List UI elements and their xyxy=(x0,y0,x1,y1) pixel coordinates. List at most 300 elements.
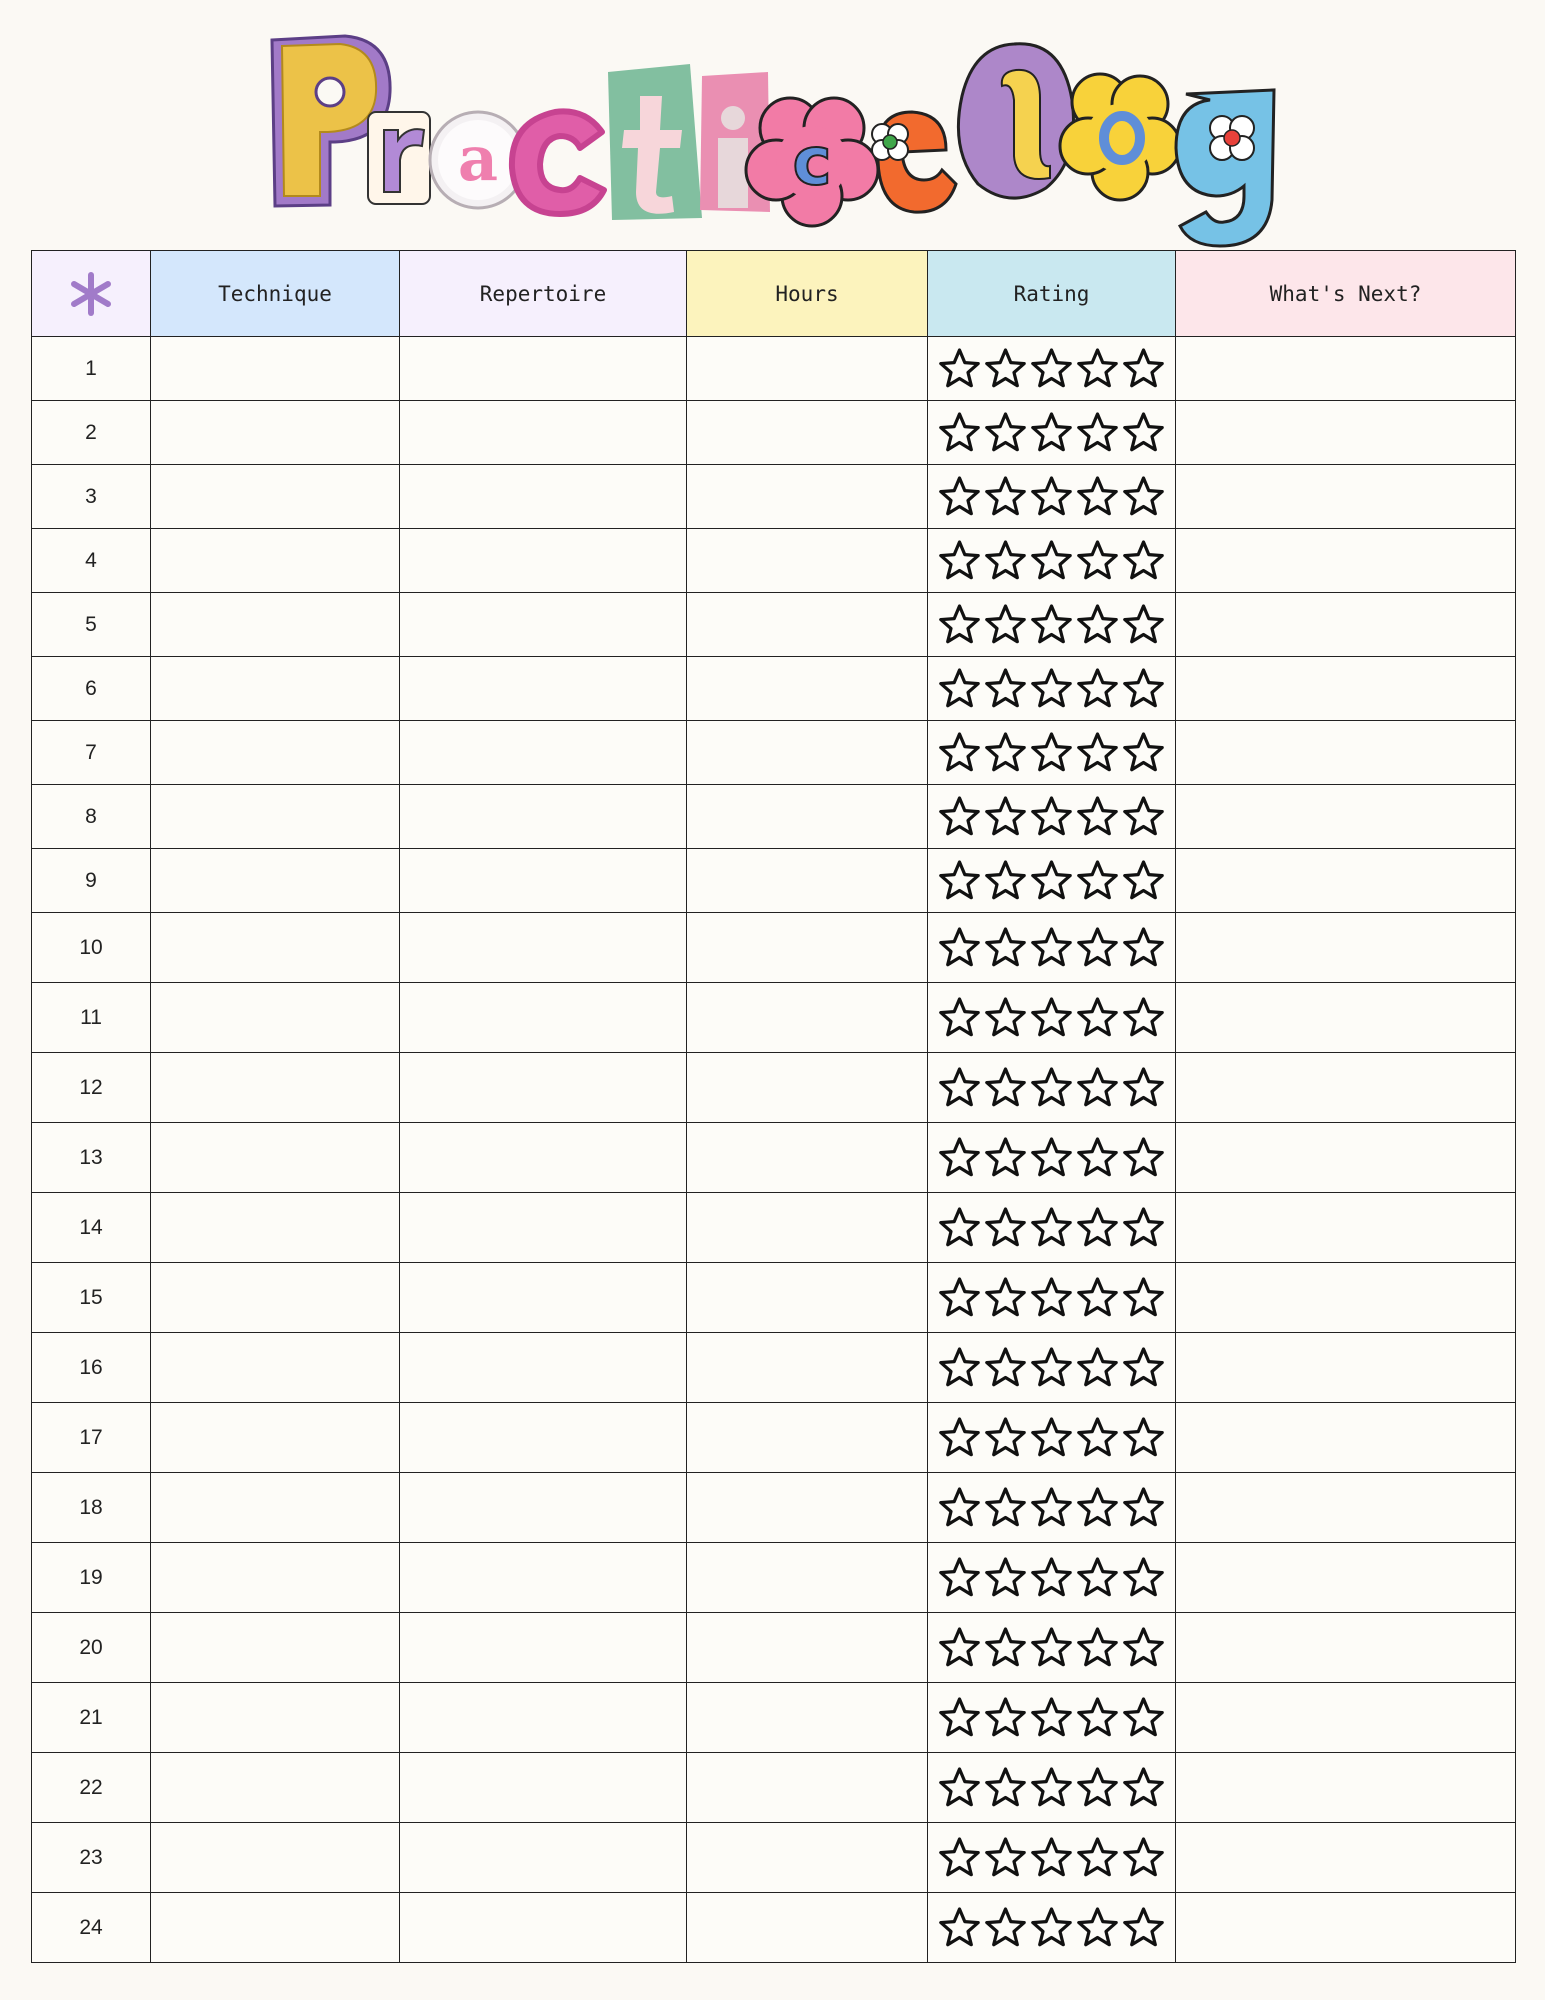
hours-cell[interactable] xyxy=(687,1473,928,1543)
repertoire-cell[interactable] xyxy=(400,593,687,657)
technique-cell[interactable] xyxy=(151,657,400,721)
star-outline-icon[interactable] xyxy=(1122,1556,1165,1599)
repertoire-cell[interactable] xyxy=(400,849,687,913)
index-header xyxy=(32,251,151,337)
hours-cell[interactable] xyxy=(687,401,928,465)
table-row xyxy=(32,721,1516,785)
star-outline-icon[interactable] xyxy=(1030,731,1073,774)
star-outline-icon[interactable] xyxy=(1030,1276,1073,1319)
hours-header: Hours xyxy=(687,251,928,337)
row-number: 6 xyxy=(32,657,151,721)
star-outline-icon[interactable] xyxy=(1076,1626,1119,1669)
star-outline-icon[interactable] xyxy=(1122,539,1165,582)
star-outline-icon[interactable] xyxy=(1030,1416,1073,1459)
star-outline-icon[interactable] xyxy=(1030,667,1073,710)
star-outline-icon[interactable] xyxy=(984,1766,1027,1809)
repertoire-cell[interactable] xyxy=(400,1053,687,1123)
whats-next-cell[interactable] xyxy=(1176,1473,1516,1543)
whats-next-cell[interactable] xyxy=(1176,529,1516,593)
star-outline-icon[interactable] xyxy=(938,667,981,710)
star-outline-icon[interactable] xyxy=(984,411,1027,454)
repertoire-cell[interactable] xyxy=(400,1403,687,1473)
star-outline-icon[interactable] xyxy=(1030,411,1073,454)
whats-next-cell[interactable] xyxy=(1176,913,1516,983)
technique-cell[interactable] xyxy=(151,1613,400,1683)
table-row xyxy=(32,1193,1516,1263)
hours-cell[interactable] xyxy=(687,465,928,529)
hours-cell[interactable] xyxy=(687,1683,928,1753)
star-outline-icon[interactable] xyxy=(1030,1136,1073,1179)
hours-cell[interactable] xyxy=(687,1193,928,1263)
repertoire-cell[interactable] xyxy=(400,1333,687,1403)
star-outline-icon[interactable] xyxy=(984,347,1027,390)
star-outline-icon[interactable] xyxy=(1030,1626,1073,1669)
row-number: 19 xyxy=(32,1543,151,1613)
table-row xyxy=(32,849,1516,913)
hours-cell[interactable] xyxy=(687,913,928,983)
row-number: 15 xyxy=(32,1263,151,1333)
star-outline-icon[interactable] xyxy=(1122,859,1165,902)
star-outline-icon[interactable] xyxy=(1076,1486,1119,1529)
row-number: 14 xyxy=(32,1193,151,1263)
star-outline-icon[interactable] xyxy=(1030,926,1073,969)
star-outline-icon[interactable] xyxy=(1122,1136,1165,1179)
row-number: 13 xyxy=(32,1123,151,1193)
row-number: 12 xyxy=(32,1053,151,1123)
technique-cell[interactable] xyxy=(151,1893,400,1963)
star-outline-icon[interactable] xyxy=(1122,1696,1165,1739)
star-outline-icon[interactable] xyxy=(984,1696,1027,1739)
whats-next-cell[interactable] xyxy=(1176,1193,1516,1263)
letter-l xyxy=(958,44,1073,198)
star-outline-icon[interactable] xyxy=(1030,1346,1073,1389)
table-row xyxy=(32,1123,1516,1193)
star-outline-icon[interactable] xyxy=(984,1206,1027,1249)
row-number: 18 xyxy=(32,1473,151,1543)
star-outline-icon[interactable] xyxy=(1076,1836,1119,1879)
star-outline-icon[interactable] xyxy=(938,1696,981,1739)
row-number: 20 xyxy=(32,1613,151,1683)
whats-next-cell[interactable] xyxy=(1176,657,1516,721)
star-outline-icon[interactable] xyxy=(984,1626,1027,1669)
repertoire-cell[interactable] xyxy=(400,1543,687,1613)
letter-o-flower xyxy=(1060,74,1180,200)
rating-cell xyxy=(928,1333,1176,1403)
technique-cell[interactable] xyxy=(151,849,400,913)
hours-cell[interactable] xyxy=(687,337,928,401)
star-outline-icon[interactable] xyxy=(938,1346,981,1389)
star-outline-icon[interactable] xyxy=(1122,475,1165,518)
hours-cell[interactable] xyxy=(687,785,928,849)
star-outline-icon[interactable] xyxy=(1122,1626,1165,1669)
table-row xyxy=(32,1333,1516,1403)
star-outline-icon[interactable] xyxy=(938,996,981,1039)
star-outline-icon[interactable] xyxy=(1122,1346,1165,1389)
star-outline-icon[interactable] xyxy=(1076,603,1119,646)
rating-cell xyxy=(928,1893,1176,1963)
row-number: 10 xyxy=(32,913,151,983)
star-outline-icon[interactable] xyxy=(938,731,981,774)
star-outline-icon[interactable] xyxy=(1076,1906,1119,1949)
rating-cell xyxy=(928,337,1176,401)
hours-cell[interactable] xyxy=(687,1333,928,1403)
star-outline-icon[interactable] xyxy=(984,1136,1027,1179)
repertoire-header: Repertoire xyxy=(400,251,687,337)
star-outline-icon[interactable] xyxy=(1076,347,1119,390)
technique-cell[interactable] xyxy=(151,465,400,529)
technique-cell[interactable] xyxy=(151,593,400,657)
star-outline-icon[interactable] xyxy=(1122,795,1165,838)
star-outline-icon[interactable] xyxy=(1030,1836,1073,1879)
star-outline-icon[interactable] xyxy=(1122,731,1165,774)
letter-e xyxy=(872,112,956,212)
star-outline-icon[interactable] xyxy=(1030,1766,1073,1809)
rating-cell xyxy=(928,401,1176,465)
row-number: 23 xyxy=(32,1823,151,1893)
table-row xyxy=(32,1613,1516,1683)
whats-next-cell[interactable] xyxy=(1176,1683,1516,1753)
star-outline-icon[interactable] xyxy=(984,996,1027,1039)
technique-cell[interactable] xyxy=(151,721,400,785)
technique-cell[interactable] xyxy=(151,1123,400,1193)
hours-cell[interactable] xyxy=(687,1613,928,1683)
star-outline-icon[interactable] xyxy=(984,859,1027,902)
star-outline-icon[interactable] xyxy=(984,1556,1027,1599)
whats-next-cell[interactable] xyxy=(1176,1053,1516,1123)
star-outline-icon[interactable] xyxy=(1030,795,1073,838)
repertoire-cell[interactable] xyxy=(400,1193,687,1263)
repertoire-cell[interactable] xyxy=(400,913,687,983)
row-number: 8 xyxy=(32,785,151,849)
technique-cell[interactable] xyxy=(151,1403,400,1473)
letter-g xyxy=(1176,90,1274,246)
rating-cell xyxy=(928,657,1176,721)
star-outline-icon[interactable] xyxy=(1076,411,1119,454)
star-outline-icon[interactable] xyxy=(938,347,981,390)
star-outline-icon[interactable] xyxy=(984,475,1027,518)
star-outline-icon[interactable] xyxy=(938,1836,981,1879)
technique-cell[interactable] xyxy=(151,337,400,401)
whats-next-cell[interactable] xyxy=(1176,721,1516,785)
star-outline-icon[interactable] xyxy=(938,1136,981,1179)
star-outline-icon[interactable] xyxy=(938,1906,981,1949)
star-outline-icon[interactable] xyxy=(984,1066,1027,1109)
table-row xyxy=(32,593,1516,657)
hours-cell[interactable] xyxy=(687,983,928,1053)
star-outline-icon[interactable] xyxy=(1076,1206,1119,1249)
repertoire-cell[interactable] xyxy=(400,1123,687,1193)
table-row xyxy=(32,1823,1516,1893)
repertoire-cell[interactable] xyxy=(400,337,687,401)
star-outline-icon[interactable] xyxy=(1076,1136,1119,1179)
star-outline-icon[interactable] xyxy=(984,1416,1027,1459)
star-outline-icon[interactable] xyxy=(1122,1066,1165,1109)
rating-cell xyxy=(928,983,1176,1053)
repertoire-cell[interactable] xyxy=(400,465,687,529)
star-outline-icon[interactable] xyxy=(984,731,1027,774)
table-row xyxy=(32,913,1516,983)
whats-next-cell[interactable] xyxy=(1176,983,1516,1053)
star-outline-icon[interactable] xyxy=(1076,926,1119,969)
repertoire-cell[interactable] xyxy=(400,1823,687,1893)
letter-t xyxy=(608,64,702,220)
hours-cell[interactable] xyxy=(687,721,928,785)
star-outline-icon[interactable] xyxy=(984,1486,1027,1529)
star-outline-icon[interactable] xyxy=(1076,667,1119,710)
repertoire-cell[interactable] xyxy=(400,1893,687,1963)
daisy-icon xyxy=(872,124,908,160)
star-outline-icon[interactable] xyxy=(938,1416,981,1459)
star-outline-icon[interactable] xyxy=(1122,1486,1165,1529)
row-number: 3 xyxy=(32,465,151,529)
hours-cell[interactable] xyxy=(687,1053,928,1123)
whats-next-cell[interactable] xyxy=(1176,1123,1516,1193)
technique-cell[interactable] xyxy=(151,1473,400,1543)
star-outline-icon[interactable] xyxy=(1076,859,1119,902)
row-number: 2 xyxy=(32,401,151,465)
star-outline-icon[interactable] xyxy=(1122,1206,1165,1249)
whats-next-cell[interactable] xyxy=(1176,337,1516,401)
table-row xyxy=(32,1753,1516,1823)
technique-cell[interactable] xyxy=(151,401,400,465)
svg-text:c: c xyxy=(792,123,832,200)
star-outline-icon[interactable] xyxy=(984,667,1027,710)
star-outline-icon[interactable] xyxy=(1030,1906,1073,1949)
whats-next-cell[interactable] xyxy=(1176,785,1516,849)
row-number: 5 xyxy=(32,593,151,657)
svg-text:a: a xyxy=(457,122,499,195)
rating-cell xyxy=(928,1263,1176,1333)
star-outline-icon[interactable] xyxy=(1122,1416,1165,1459)
table-row xyxy=(32,785,1516,849)
table-row xyxy=(32,1473,1516,1543)
star-outline-icon[interactable] xyxy=(938,1626,981,1669)
star-outline-icon[interactable] xyxy=(938,411,981,454)
star-outline-icon[interactable] xyxy=(984,1836,1027,1879)
rating-cell xyxy=(928,465,1176,529)
star-outline-icon[interactable] xyxy=(1030,475,1073,518)
rating-header: Rating xyxy=(928,251,1176,337)
repertoire-cell[interactable] xyxy=(400,529,687,593)
hours-cell[interactable] xyxy=(687,657,928,721)
star-outline-icon[interactable] xyxy=(938,1206,981,1249)
star-outline-icon[interactable] xyxy=(938,795,981,838)
repertoire-cell[interactable] xyxy=(400,1473,687,1543)
star-outline-icon[interactable] xyxy=(1030,859,1073,902)
star-outline-icon[interactable] xyxy=(938,1276,981,1319)
star-outline-icon[interactable] xyxy=(1122,1766,1165,1809)
asterisk-icon xyxy=(68,271,114,317)
star-outline-icon[interactable] xyxy=(984,926,1027,969)
table-row xyxy=(32,657,1516,721)
whats-next-cell[interactable] xyxy=(1176,1403,1516,1473)
star-outline-icon[interactable] xyxy=(1122,1906,1165,1949)
whats-next-cell[interactable] xyxy=(1176,1753,1516,1823)
row-number: 9 xyxy=(32,849,151,913)
star-outline-icon[interactable] xyxy=(1030,1556,1073,1599)
star-outline-icon[interactable] xyxy=(984,1346,1027,1389)
star-outline-icon[interactable] xyxy=(1076,1696,1119,1739)
technique-cell[interactable] xyxy=(151,1263,400,1333)
hours-cell[interactable] xyxy=(687,1123,928,1193)
star-outline-icon[interactable] xyxy=(938,1766,981,1809)
star-outline-icon[interactable] xyxy=(1076,1766,1119,1809)
star-outline-icon[interactable] xyxy=(938,539,981,582)
technique-cell[interactable] xyxy=(151,913,400,983)
star-outline-icon[interactable] xyxy=(1030,539,1073,582)
repertoire-cell[interactable] xyxy=(400,785,687,849)
hours-cell[interactable] xyxy=(687,529,928,593)
table-row xyxy=(32,1543,1516,1613)
repertoire-cell[interactable] xyxy=(400,1753,687,1823)
hours-cell[interactable] xyxy=(687,1543,928,1613)
whats-next-header: What's Next? xyxy=(1176,251,1516,337)
repertoire-cell[interactable] xyxy=(400,401,687,465)
whats-next-cell[interactable] xyxy=(1176,1543,1516,1613)
practice-log-table xyxy=(31,250,1516,1963)
technique-header: Technique xyxy=(151,251,400,337)
star-outline-icon[interactable] xyxy=(1076,731,1119,774)
table-row xyxy=(32,1403,1516,1473)
repertoire-cell[interactable] xyxy=(400,983,687,1053)
table-row xyxy=(32,1683,1516,1753)
table-row xyxy=(32,1053,1516,1123)
row-number: 24 xyxy=(32,1893,151,1963)
star-outline-icon[interactable] xyxy=(1030,1486,1073,1529)
star-outline-icon[interactable] xyxy=(984,1906,1027,1949)
rating-cell xyxy=(928,1053,1176,1123)
technique-cell[interactable] xyxy=(151,1683,400,1753)
row-number: 7 xyxy=(32,721,151,785)
header-row xyxy=(32,251,1516,337)
star-outline-icon[interactable] xyxy=(984,1276,1027,1319)
star-outline-icon[interactable] xyxy=(1076,1066,1119,1109)
star-outline-icon[interactable] xyxy=(1122,1836,1165,1879)
whats-next-cell[interactable] xyxy=(1176,1613,1516,1683)
hours-cell[interactable] xyxy=(687,1403,928,1473)
whats-next-cell[interactable] xyxy=(1176,849,1516,913)
rating-cell xyxy=(928,1403,1176,1473)
star-outline-icon[interactable] xyxy=(1030,1066,1073,1109)
star-outline-icon[interactable] xyxy=(938,1066,981,1109)
star-outline-icon[interactable] xyxy=(1076,1416,1119,1459)
star-outline-icon[interactable] xyxy=(984,795,1027,838)
star-outline-icon[interactable] xyxy=(1076,1276,1119,1319)
log-body xyxy=(32,337,1516,1963)
whats-next-cell[interactable] xyxy=(1176,1823,1516,1893)
repertoire-cell[interactable] xyxy=(400,721,687,785)
hours-cell[interactable] xyxy=(687,1893,928,1963)
star-outline-icon[interactable] xyxy=(1122,926,1165,969)
star-outline-icon[interactable] xyxy=(938,1486,981,1529)
rating-cell xyxy=(928,1683,1176,1753)
table-row xyxy=(32,465,1516,529)
star-outline-icon[interactable] xyxy=(938,475,981,518)
rating-cell xyxy=(928,721,1176,785)
star-outline-icon[interactable] xyxy=(1030,1206,1073,1249)
whats-next-cell[interactable] xyxy=(1176,1893,1516,1963)
whats-next-cell[interactable] xyxy=(1176,593,1516,657)
technique-cell[interactable] xyxy=(151,1053,400,1123)
rating-cell xyxy=(928,593,1176,657)
star-outline-icon[interactable] xyxy=(1030,996,1073,1039)
repertoire-cell[interactable] xyxy=(400,1263,687,1333)
star-outline-icon[interactable] xyxy=(1076,996,1119,1039)
star-outline-icon[interactable] xyxy=(938,603,981,646)
page-title xyxy=(0,0,1545,250)
star-outline-icon[interactable] xyxy=(984,539,1027,582)
star-outline-icon[interactable] xyxy=(1122,667,1165,710)
technique-cell[interactable] xyxy=(151,1823,400,1893)
star-outline-icon[interactable] xyxy=(1122,603,1165,646)
whats-next-cell[interactable] xyxy=(1176,1333,1516,1403)
technique-cell[interactable] xyxy=(151,1543,400,1613)
star-outline-icon[interactable] xyxy=(1030,603,1073,646)
rating-cell xyxy=(928,913,1176,983)
technique-cell[interactable] xyxy=(151,785,400,849)
star-outline-icon[interactable] xyxy=(1076,475,1119,518)
star-outline-icon[interactable] xyxy=(938,859,981,902)
table-row xyxy=(32,401,1516,465)
whats-next-cell[interactable] xyxy=(1176,1263,1516,1333)
star-outline-icon[interactable] xyxy=(938,926,981,969)
hours-cell[interactable] xyxy=(687,1263,928,1333)
hours-cell[interactable] xyxy=(687,849,928,913)
star-outline-icon[interactable] xyxy=(1122,411,1165,454)
technique-cell[interactable] xyxy=(151,1753,400,1823)
star-outline-icon[interactable] xyxy=(1122,996,1165,1039)
repertoire-cell[interactable] xyxy=(400,1683,687,1753)
row-number: 21 xyxy=(32,1683,151,1753)
rating-cell xyxy=(928,1823,1176,1893)
star-outline-icon[interactable] xyxy=(1122,347,1165,390)
practice-log-title-art xyxy=(0,0,1545,250)
technique-cell[interactable] xyxy=(151,1193,400,1263)
star-outline-icon[interactable] xyxy=(1076,539,1119,582)
whats-next-cell[interactable] xyxy=(1176,465,1516,529)
row-number: 16 xyxy=(32,1333,151,1403)
rating-cell xyxy=(928,1753,1176,1823)
star-outline-icon[interactable] xyxy=(1122,1276,1165,1319)
technique-cell[interactable] xyxy=(151,1333,400,1403)
technique-cell[interactable] xyxy=(151,983,400,1053)
star-outline-icon[interactable] xyxy=(1030,1696,1073,1739)
star-outline-icon[interactable] xyxy=(1076,1556,1119,1599)
repertoire-cell[interactable] xyxy=(400,657,687,721)
letter-r xyxy=(368,112,430,204)
rating-cell xyxy=(928,785,1176,849)
star-outline-icon[interactable] xyxy=(984,603,1027,646)
star-outline-icon[interactable] xyxy=(938,1556,981,1599)
row-number: 1 xyxy=(32,337,151,401)
star-outline-icon[interactable] xyxy=(1076,795,1119,838)
hours-cell[interactable] xyxy=(687,1823,928,1893)
rating-cell xyxy=(928,1473,1176,1543)
hours-cell[interactable] xyxy=(687,1753,928,1823)
hours-cell[interactable] xyxy=(687,593,928,657)
star-outline-icon[interactable] xyxy=(1030,347,1073,390)
row-number: 17 xyxy=(32,1403,151,1473)
rating-cell xyxy=(928,529,1176,593)
technique-cell[interactable] xyxy=(151,529,400,593)
row-number: 11 xyxy=(32,983,151,1053)
table-row xyxy=(32,529,1516,593)
repertoire-cell[interactable] xyxy=(400,1613,687,1683)
star-outline-icon[interactable] xyxy=(1076,1346,1119,1389)
whats-next-cell[interactable] xyxy=(1176,401,1516,465)
rating-cell xyxy=(928,1613,1176,1683)
daisy-icon xyxy=(1210,116,1254,160)
